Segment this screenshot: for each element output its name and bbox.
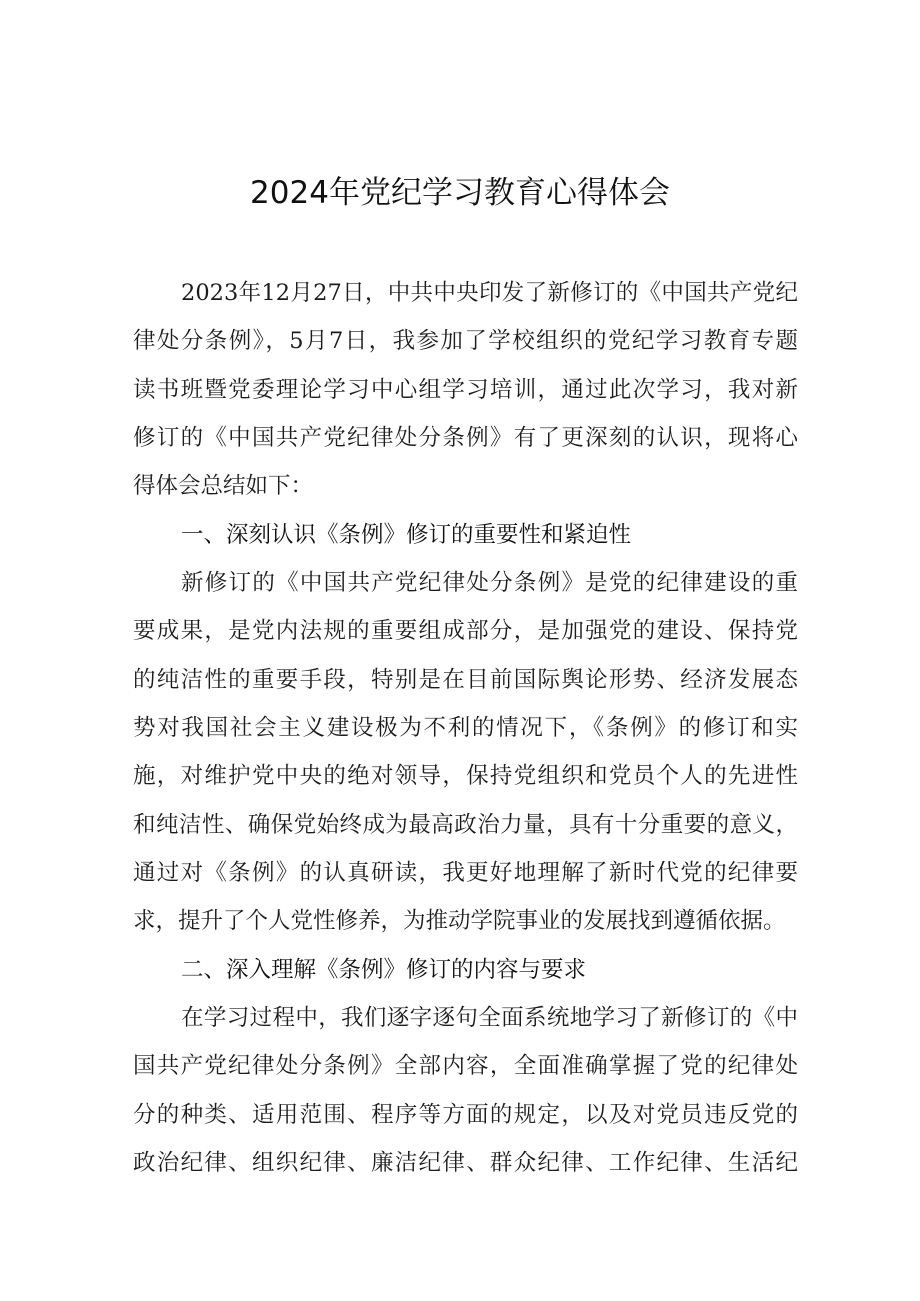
section-heading: 二、深入理解《条例》修订的内容与要求	[181, 956, 587, 983]
paragraph-line: 施，对维护党中央的绝对领导，保持党组织和党员个人的先进性	[133, 763, 798, 790]
paragraph-line: 律处分条例》，5月7日，我参加了学校组织的党纪学习教育专题	[133, 328, 798, 355]
paragraph-line: 政治纪律、组织纪律、廉洁纪律、群众纪律、工作纪律、生活纪	[133, 1149, 798, 1176]
paragraph-line: 求，提升了个人党性修养，为推动学院事业的发展找到遵循依据。	[133, 908, 786, 935]
paragraph-line: 要成果，是党内法规的重要组成部分，是加强党的建设、保持党	[133, 618, 798, 645]
paragraph-line: 通过对《条例》的认真研读，我更好地理解了新时代党的纪律要	[133, 859, 798, 886]
paragraph-line: 的纯洁性的重要手段，特别是在目前国际舆论形势、经济发展态	[133, 666, 798, 693]
paragraph-line: 得体会总结如下：	[133, 473, 314, 500]
paragraph-line: 在学习过程中，我们逐字逐句全面系统地学习了新修订的《中	[181, 1004, 798, 1031]
paragraph-line: 国共产党纪律处分条例》全部内容，全面准确掌握了党的纪律处	[133, 1053, 798, 1080]
paragraph-line: 新修订的《中国共产党纪律处分条例》是党的纪律建设的重	[181, 569, 798, 596]
section-heading: 一、深刻认识《条例》修订的重要性和紧迫性	[181, 521, 632, 548]
paragraph-line: 读书班暨党委理论学习中心组学习培训，通过此次学习，我对新	[133, 376, 798, 403]
paragraph-line: 分的种类、适用范围、程序等方面的规定，以及对党员违反党的	[133, 1101, 798, 1128]
document-body	[133, 269, 798, 1187]
paragraph-line: 和纯洁性、确保党始终成为最高政治力量，具有十分重要的意义，	[133, 811, 798, 838]
document-title: 2024年党纪学习教育心得体会	[250, 175, 670, 211]
paragraph-line: 势对我国社会主义建设极为不利的情况下，《条例》的修订和实	[133, 714, 798, 741]
paragraph-line: 修订的《中国共产党纪律处分条例》有了更深刻的认识，现将心	[133, 424, 798, 451]
paragraph-line: 2023年12月27日，中共中央印发了新修订的《中国共产党纪	[181, 280, 798, 306]
